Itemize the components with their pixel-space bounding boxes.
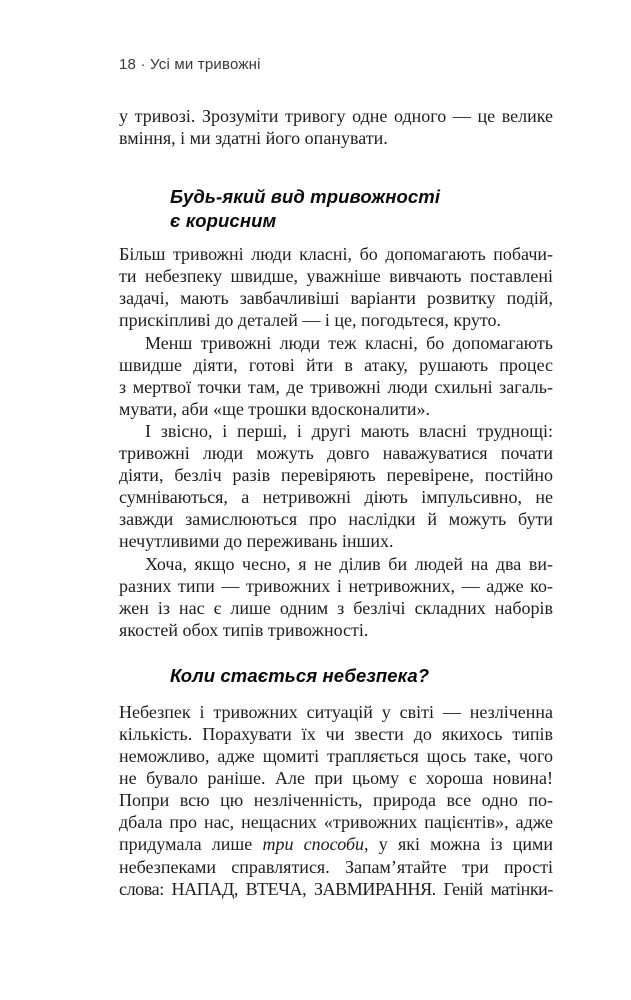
text-line: неможливо, адже щомиті трапляється щось таке, чого (119, 746, 553, 767)
text-line: сумніваються, а нетривожні діють імпульсивно, не (119, 487, 553, 508)
text-line: нечутливими до переживань інших. (119, 531, 394, 552)
text-line: якостей обох типів тривожності. (119, 619, 369, 640)
text-line: Більш тривожні люди класні, бо допомагають побачи- (119, 244, 553, 265)
text-line: І звісно, і перші, і другі мають власні труднощі: (145, 420, 553, 441)
italic-text-segment: три способи (262, 834, 365, 855)
text-line: Попри всю цю незліченність, природа все одно по- (119, 790, 553, 811)
text-line: дбала про нас, нещасних «тривожних пацієнтів», адже (119, 812, 553, 833)
text-line: слова: НАПАД, ВТЕЧА, ЗАВМИРАННЯ. Геній матінки- (119, 878, 553, 899)
text-line: задачі, мають завбачливіші варіанти розвитку подій, (119, 288, 553, 309)
paragraph-difficulties (119, 420, 553, 553)
text-line: у тривозі. Зрозуміти тривогу одне одного — це велике (119, 106, 553, 126)
text-line: не бувало раніше. Але при цьому є хороша новина! (119, 768, 553, 789)
text-line: з мертвої точки там, де тривожні люди схильні загаль- (119, 376, 553, 397)
paragraph-more-anxious (119, 243, 553, 331)
paragraph-intro (119, 105, 553, 149)
paragraph-dangers (119, 701, 553, 900)
section-heading-any-anxiety-useful (119, 185, 553, 233)
text-line: прискіпливі до деталей — і це, погодьтеся, круто. (119, 310, 501, 331)
text-line: небезпеками справлятися. Запам’ятайте три прості (119, 856, 553, 877)
text-line: Хоча, якщо чесно, я не ділив би людей на два ви- (145, 553, 553, 574)
heading-line: Коли стається небезпека? (170, 664, 430, 686)
text-line: кількість. Порахувати їх чи звести до якихось типів (119, 723, 553, 744)
text-line: жен із нас є лише одним з безлічі складних наборів (119, 597, 553, 618)
heading-line: є корисним (170, 210, 277, 232)
running-header: 18 · Усі ми тривожні (119, 56, 261, 73)
text-line: ти небезпеку швидше, уважніше вивчають поставлені (119, 266, 553, 287)
text-line: завжди замислюються про наслідки й можуть бути (119, 509, 553, 530)
page-content (119, 56, 553, 900)
text-line: мувати, аби «ще трошки вдосконалити». (119, 398, 431, 419)
text-segment: придумала лише (119, 834, 253, 855)
paragraph-two-types (119, 553, 553, 641)
text-line: вміння, і ми здатні його опанувати. (119, 128, 388, 149)
text-line-with-italic (119, 833, 553, 855)
text-segment: , у які можна із цими (364, 834, 553, 855)
text-line: разних типи — тривожних і нетривожних, — адже ко- (119, 575, 553, 596)
text-line: швидше діяти, готові йти в атаку, рушають процес (119, 354, 553, 375)
heading-line: Будь-який вид тривожності (170, 186, 441, 208)
text-line: Менш тривожні люди теж класні, бо допомагають (145, 332, 553, 353)
section-heading-when-danger (119, 664, 553, 688)
text-line: діяти, безліч разів перевіряють перевірене, постійно (119, 465, 553, 486)
paragraph-less-anxious (119, 332, 553, 420)
text-line: Небезпек і тривожних ситуацій у світі — незліченна (119, 701, 553, 722)
text-line: тривожні люди можуть довго наважуватися почати (119, 443, 553, 464)
